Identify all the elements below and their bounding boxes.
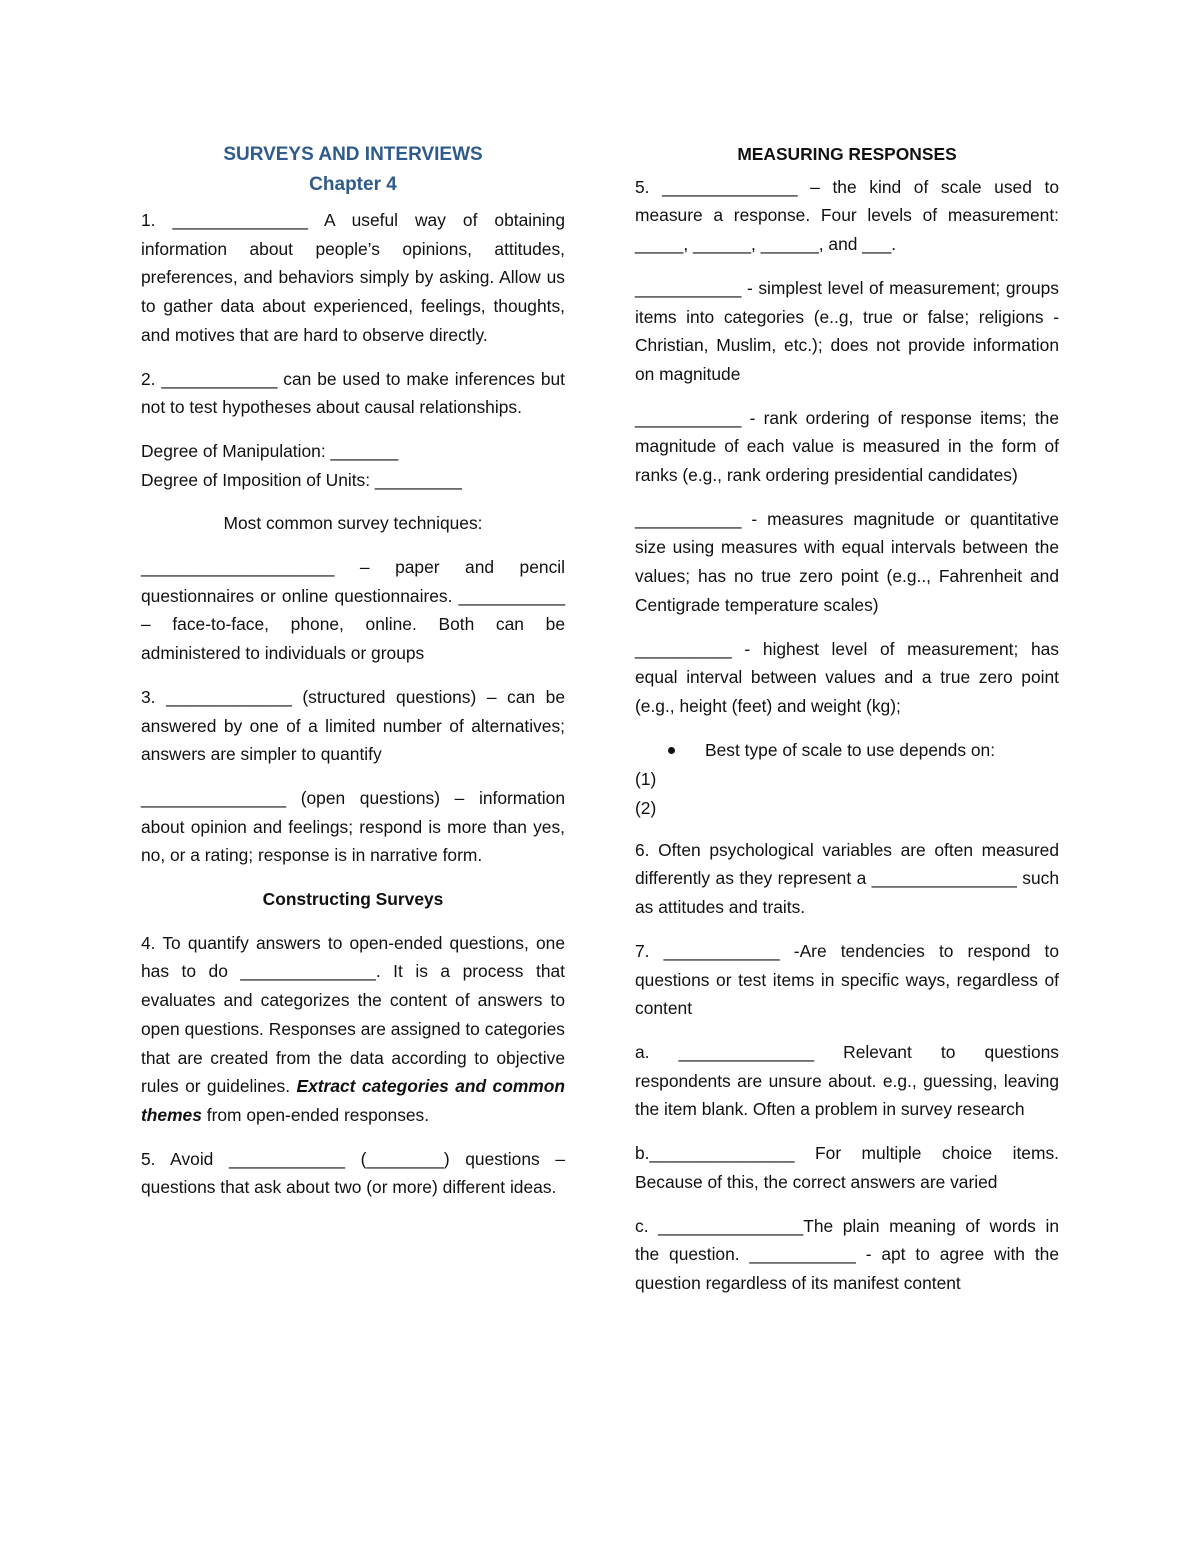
sub-item-2: (2) [635, 798, 657, 819]
chapter-label: Chapter 4 [309, 174, 397, 195]
question-2 [141, 365, 565, 422]
question-5-right [635, 173, 1059, 259]
open-questions-paragraph: _______________ (open questions) – information about opinion and feelings; respond is more than yes, no, or a rating; response is in narrative form. [141, 787, 565, 866]
question-3-text: _____________ (structured questions) – can be answered by one of a limited number of alternatives; answers are simpler to quantify [141, 686, 565, 765]
question-b-lead: b. [635, 1143, 650, 1164]
question-b [635, 1139, 1059, 1196]
bullet-list [635, 736, 1059, 765]
techniques-paragraph: ____________________ – paper and pencil questionnaires or online questionnaires. ___________ – face-to-face, phone, online. Both can be administered to individuals or groups [141, 557, 565, 664]
measuring-responses-heading: MEASURING RESPONSES [737, 144, 957, 164]
question-3-lead: 3. [141, 686, 156, 707]
question-a-lead: a. [635, 1041, 650, 1062]
question-a-text: ______________ Relevant to questions respondents are unsure about. e.g., guessing, leaving the item blank. Often a problem in survey research [635, 1041, 1059, 1120]
document-title: SURVEYS AND INTERVIEWS [223, 144, 483, 165]
question-6-text: Often psychological variables are often measured differently as they represent a _______________ such as attitudes and traits. [635, 839, 1059, 918]
question-1 [141, 206, 565, 350]
question-6-lead: 6. [635, 839, 650, 860]
question-3 [141, 683, 565, 769]
ordinal-paragraph: ___________ - rank ordering of response items; the magnitude of each value is measured in the form of ranks (e.g., rank ordering presidential candidates) [635, 407, 1059, 486]
question-a [635, 1038, 1059, 1124]
question-7 [635, 937, 1059, 1023]
question-1-lead: 1. ______________ [141, 210, 308, 230]
bullet-item [635, 736, 1059, 765]
techniques-heading: Most common survey techniques: [223, 513, 483, 534]
question-c-lead: c. [635, 1215, 649, 1236]
question-6 [635, 836, 1059, 922]
question-c-text: _______________The plain meaning of words in the question. ___________ - apt to agree with the question regardless of its manifest content [635, 1215, 1059, 1293]
bullet-text: Best type of scale to use depends on: [705, 739, 996, 760]
question-4-text-b: from open-ended responses. [201, 1104, 430, 1125]
right-column [635, 140, 1059, 1313]
question-7-lead: 7. [635, 940, 650, 961]
question-5-left: 5. Avoid ____________ (________) questions – questions that ask about two (or more) different ideas. [141, 1148, 565, 1198]
degree-of-manipulation: Degree of Manipulation: _______ [141, 440, 399, 461]
question-2-text: ____________ can be used to make inferences but not to test hypotheses about causal relationships. [141, 368, 565, 418]
ratio-paragraph: __________ - highest level of measurement; has equal interval between values and a true zero point (e.g., height (feet) and weight (kg); [635, 638, 1059, 716]
question-1-text: A useful way of obtaining information about people’s opinions, attitudes, preferences, and behaviors simply by asking. Allow us to gather data about experienced, feelings, thoughts, and motives that are hard to observe directly. [141, 210, 565, 345]
question-2-lead: 2. [141, 368, 156, 389]
sub-items [635, 765, 1059, 822]
left-column [141, 140, 565, 1217]
question-5-lead: 5. [635, 176, 650, 197]
bullet-dot-icon [668, 747, 675, 754]
nominal-paragraph: ___________ - simplest level of measurement; groups items into categories (e..g, true or false; religions - Christian, Muslim, etc.); does not provide information on magnitude [635, 277, 1059, 384]
question-7-text: ____________ -Are tendencies to respond to questions or test items in specific ways, regardless of content [635, 940, 1059, 1019]
constructing-surveys-heading: Constructing Surveys [262, 889, 444, 910]
question-4-text-a: 4. To quantify answers to open-ended questions, one has to do ______________. It is a process that evaluates and categorizes the content of answers to open questions. Responses are assigned to categories that are created from the data according to objective rules or guidelines. [141, 932, 565, 1097]
question-c [635, 1212, 1059, 1298]
interval-paragraph: ___________ - measures magnitude or quantitative size using measures with equal intervals between the values; has no true zero point (e.g.., Fahrenheit and Centigrade temperature scales) [635, 508, 1059, 615]
question-b-text: _______________ For multiple choice items. Because of this, the correct answers are varied [635, 1143, 1059, 1192]
question-4 [141, 929, 565, 1130]
sub-item-1: (1) [635, 769, 657, 790]
degree-of-imposition: Degree of Imposition of Units: _________ [141, 469, 462, 490]
question-5-text: ______________ – the kind of scale used to measure a response. Four levels of measurement: _____, ______, ______, and ___. [635, 176, 1059, 255]
question-4-emphasis: Extract categories and common themes [141, 1076, 565, 1125]
